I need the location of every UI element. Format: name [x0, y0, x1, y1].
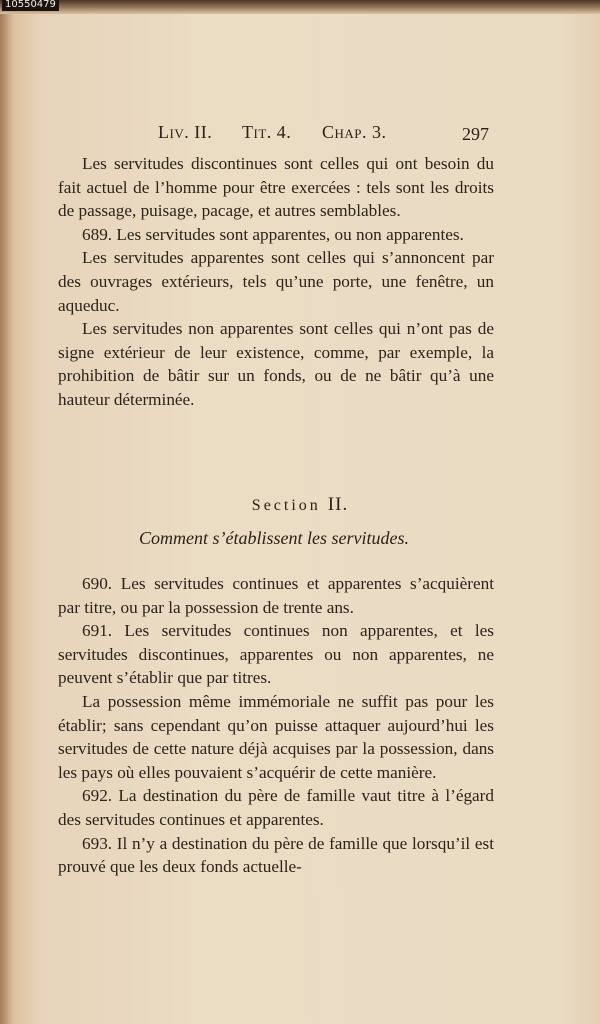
paragraph-article-693: 693. Il n’y a destination du père de famille que lorsqu’il est prouvé que les deux fonds actuelle- [58, 833, 494, 877]
binding-shadow [0, 14, 14, 1024]
header-titre: Tit. 4. [242, 122, 292, 142]
page-top-edge [0, 0, 600, 14]
paragraph-article-690: 690. Les servitudes continues et apparentes s’acquièrent par titre, ou par la possession de trente ans. [58, 574, 494, 617]
paragraph: La possession même immémoriale ne suffit pas pour les établir; sans cependant qu’on puisse attaquer aujourd’hui les servitudes de cette nature déjà acquises par la possession, dans les pays où elles pouvaient s’acquérir de cette manière. [58, 691, 494, 782]
section-subtitle: Comment s’établissent les servitudes. [139, 528, 409, 548]
section-label: Section [251, 497, 321, 514]
paragraph-article-691: 691. Les servitudes continues non apparentes, et les servitudes discontinues, apparentes ou non apparentes, ne peuvent s’établir que par titres. [58, 621, 494, 688]
paragraph: Les servitudes non apparentes sont celles qui n’ont pas de signe extérieur de leur existence, comme, par exemple, la prohibition de bâtir sur un fonds, ou de ne bâtir qu’à une hauteur déterminée. [58, 319, 494, 409]
paragraph: Les servitudes apparentes sont celles qui s’annoncent par des ouvrages extérieurs, tels qu’une porte, une fenêtre, un aqueduc. [58, 248, 494, 315]
image-id-label: 10550479 [2, 0, 59, 11]
body-text-bottom [58, 572, 494, 879]
paragraph: Les servitudes discontinues sont celles qui ont besoin du fait actuel de l’homme pour être exercées : tels sont les droits de passage, puisage, pacage, et autres semblables. [58, 154, 494, 221]
paragraph-article-689: 689. Les servitudes sont apparentes, ou non apparentes. [82, 224, 464, 244]
header-chapitre: Chap. 3. [322, 122, 387, 142]
header-livre: Liv. II. [158, 122, 213, 142]
paragraph-article-692: 692. La destination du père de famille vaut titre à l’égard des servitudes continues et apparentes. [58, 786, 494, 829]
section-number: II. [327, 494, 349, 515]
body-text-top [58, 152, 494, 412]
page-number: 297 [462, 124, 489, 144]
section-heading [0, 494, 600, 516]
